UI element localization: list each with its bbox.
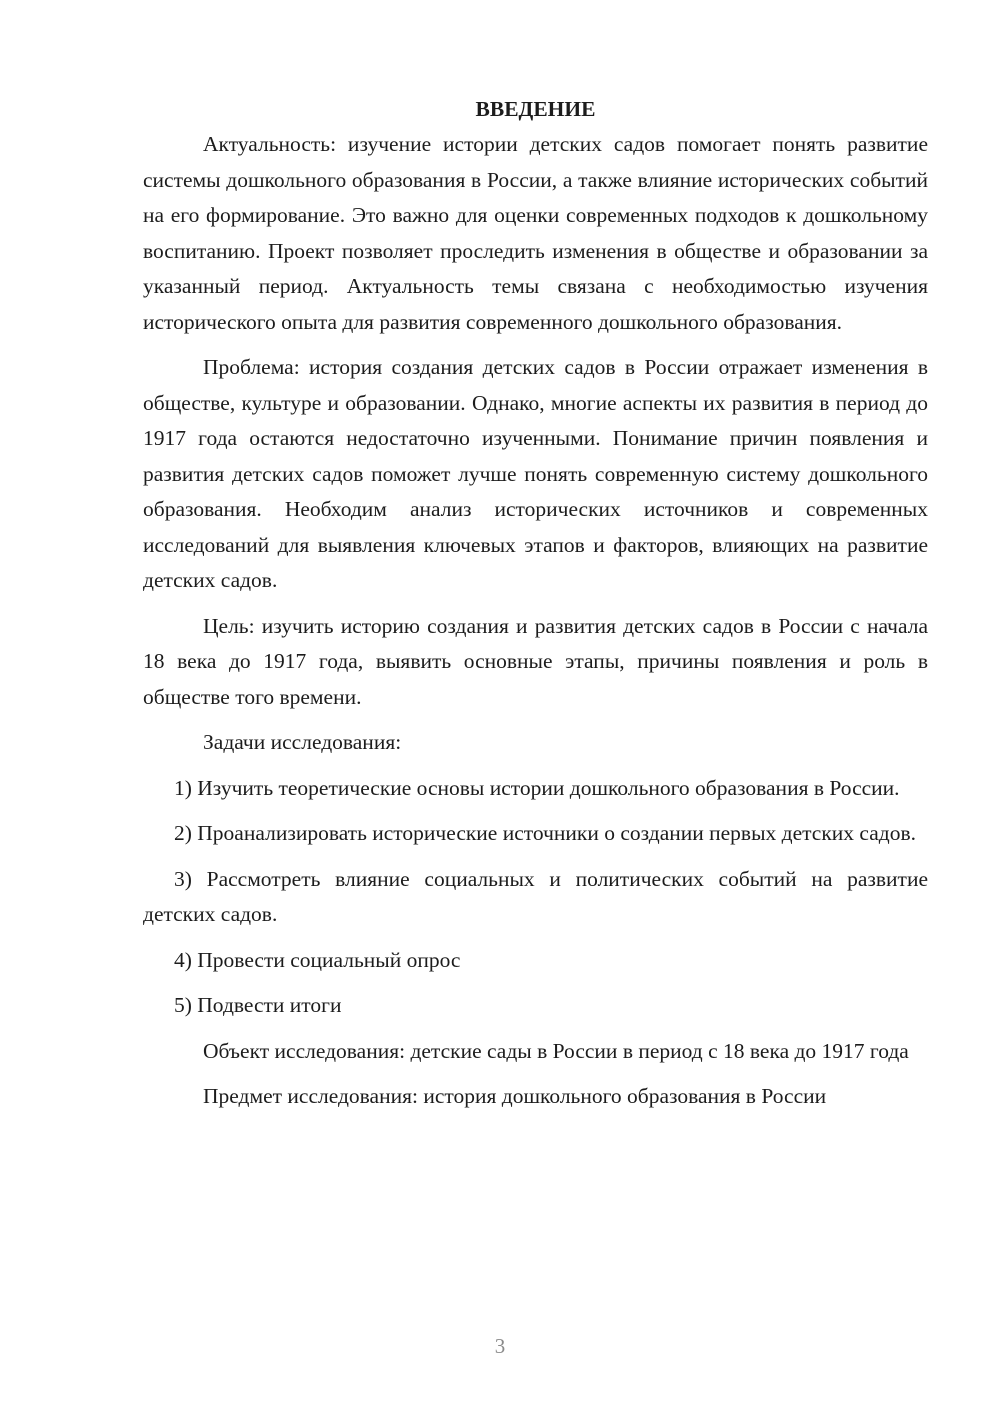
section-heading: ВВЕДЕНИЕ xyxy=(475,97,596,121)
problem-paragraph: Проблема: история создания детских садов в России отражает изменения в обществе, культуре и образовании. Однако, многие аспекты их развития в период до 1917 года остаются недостаточно изученными. Понимание причин появления и развития детских садов поможет лучше понять современную систему дошкольного образования. Необходим анализ исторических источников и современных исследований для выявления ключевых этапов и факторов, влияющих на развитие детских садов. xyxy=(143,355,928,592)
tasks-list xyxy=(143,771,928,1024)
page-number: 3 xyxy=(494,1334,506,1358)
object-paragraph: Объект исследования: детские сады в России в период с 18 века до 1917 года xyxy=(203,1038,909,1063)
list-item: 4) Провести социальный опрос xyxy=(174,947,461,972)
subject-paragraph: Предмет исследования: история дошкольного образования в России xyxy=(203,1084,827,1108)
tasks-title: Задачи исследования: xyxy=(203,730,402,754)
list-item: 5) Подвести итоги xyxy=(174,993,342,1017)
list-item: 2) Проанализировать исторические источники о создании первых детских садов. xyxy=(174,821,916,845)
list-item: 1) Изучить теоретические основы истории дошкольного образования в России. xyxy=(174,775,900,800)
goal-paragraph: Цель: изучить историю создания и развития детских садов в России с начала 18 века до 1917 года, выявить основные этапы, причины появления и роль в обществе того времени. xyxy=(143,613,928,709)
list-item: 3) Рассмотреть влияние социальных и политических событий на развитие детских садов. xyxy=(143,866,928,926)
relevance-paragraph: Актуальность: изучение истории детских садов помогает понять развитие системы дошкольного образования в России, а также влияние исторических событий на его формирование. Это важно для оценки современных подходов к дошкольному воспитанию. Проект позволяет проследить изменения в обществе и образовании за указанный период. Актуальность темы связана с необходимостью изучения исторического опыта для развития современного дошкольного образования. xyxy=(143,132,928,334)
document-body xyxy=(143,92,928,1125)
